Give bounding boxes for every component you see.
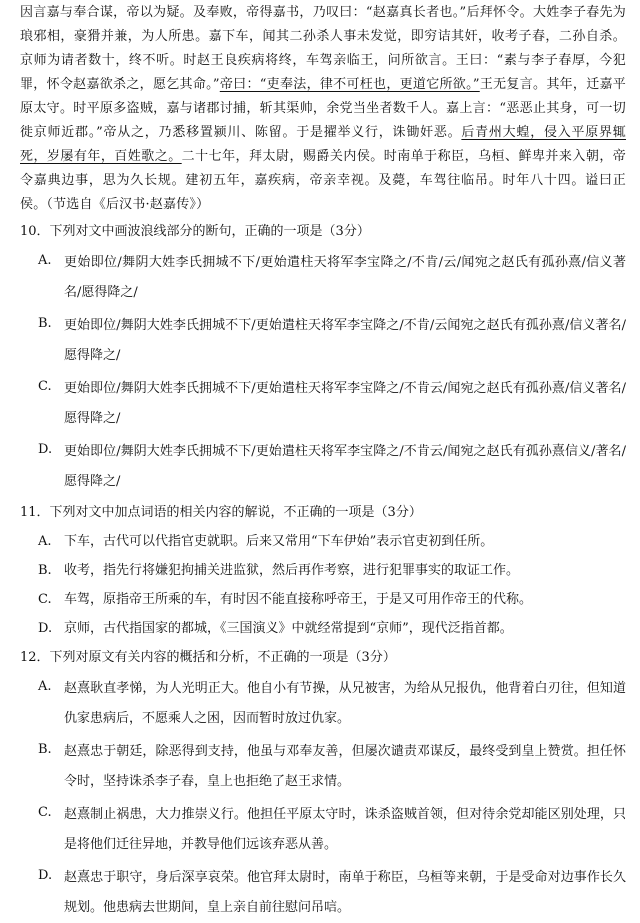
option-text: 收考，指先行将嫌犯拘捕关进监狱，然后再作考察，进行犯罪事实的取证工作。: [64, 563, 520, 578]
option-a: [20, 248, 626, 308]
option-label: A.: [38, 679, 52, 694]
question-stem: 10．下列对文中画波浪线部分的断句，正确的一项是（3分）: [20, 224, 370, 239]
option-text: 更始即位/舞阴大姓李氏拥城不下/更始遣柱天将军李宝降之/不肯云/闻宛之赵氏有孤孙熹/信义著名/愿得降之/: [64, 381, 626, 426]
option-d: [20, 437, 626, 497]
option-label: C.: [38, 379, 52, 394]
option-b: [20, 558, 626, 584]
question-10: [20, 219, 626, 497]
option-a: [20, 529, 626, 555]
option-b: [20, 737, 626, 797]
option-text: 赵熹耿直孝悌，为人光明正大。他自小有节操，从兄被害，为给从兄报仇，他背着白刃往，但知道仇家患病后，不愿乘人之困，因而暂时放过仇家。: [64, 681, 626, 726]
option-c: [20, 800, 626, 860]
question-stem: 12．下列对原文有关内容的概括和分析，不正确的一项是（3分）: [20, 650, 396, 665]
option-label: B.: [38, 742, 52, 757]
option-text: 更始即位/舞阴大姓李氏拥城不下/更始遣柱天将军李宝降之/不肯/云闻宛之赵氏有孤孙熹/信义著名/愿得降之/: [64, 318, 626, 363]
option-text: 下车，古代可以代指官吏就职。后来又常用“下车伊始”表示官吏初到任所。: [64, 534, 494, 549]
option-label: A.: [38, 534, 52, 549]
option-label: D.: [38, 442, 53, 457]
option-d: [20, 863, 626, 923]
option-c: [20, 374, 626, 434]
option-b: [20, 311, 626, 371]
option-text: 赵熹制止祸患，大力推崇义行。他担任平原太守时，诛杀盗贼首领，但对待余党却能区别处理，只是将他们迁往异地，并教导他们远该弃恶从善。: [64, 807, 626, 852]
option-text: 京师，古代指国家的都城，《三国演义》中就经常提到“京师”，现代泛指首都。: [64, 621, 513, 636]
option-label: C.: [38, 592, 52, 607]
option-d: [20, 616, 626, 642]
question-11: [20, 500, 626, 642]
passage-segment-1: 因言嘉与奉合谋，帝以为疑。及奉败，帝得嘉书，乃叹曰：“赵嘉真长者也。”后拜怀令。大姓李子春先为琅邪相，豪猾并兼，为人所患。嘉下车，闻其二孙杀人事未发觉，即穷诘其奸，收考子春，二孙自杀。京师为请者数十，终不听。时赵王良疾病将终，车驾亲临王，问所欲言。王曰：“素与李子春厚，今犯罪，怀令赵嘉欲杀之，愿乞其命。”: [20, 5, 626, 92]
passage-text: [20, 1, 626, 217]
option-text: 更始即位/舞阴大姓李氏拥城不下/更始遣柱天将军李宝降之/不肯/云/闻宛之赵氏有孤孙熹/信义著名/愿得降之/: [64, 255, 626, 300]
passage: [20, 0, 626, 217]
option-label: B.: [38, 316, 52, 331]
option-text: 更始即位/舞阴大姓李氏拥城不下/更始遣柱天将军李宝降之/不肯云/闻宛之赵氏有孤孙熹信义/著名/愿得降之/: [64, 444, 626, 489]
option-label: D.: [38, 621, 53, 636]
passage-segment-3: 王无复言。其年，迁嘉平原太守。时平原多盗贼，嘉与诸郡讨捕，斩其渠帅，余党当坐者数千人。嘉上言：“恶恶止其身，可一切徙京师近郡。”帝从之，乃悉移置颍川、陈留。于是擢举义行，诛锄奸恶。: [20, 77, 626, 140]
passage-segment-5: 二十七年，拜太尉，赐爵关内侯。时南单于称臣，乌桓、鲜卑并来入朝，帝令嘉典边事，思为久长规。建初五年，嘉疾病，帝亲幸视。及薨，车驾往临吊。时年八十四。谥曰正侯。（节选自《后汉书·赵嘉传》）: [20, 149, 626, 212]
option-a: [20, 674, 626, 734]
passage-underlined-sentence-2: 后青州大蝗，侵入平原界辄死，岁屡有年，百姓歌之。: [20, 125, 627, 164]
option-label: C.: [38, 805, 52, 820]
option-c: [20, 587, 626, 613]
option-text: 车驾，原指帝王所乘的车，有时因不能直接称呼帝王，于是又可用作帝王的代称。: [64, 592, 533, 607]
option-label: D.: [38, 868, 53, 883]
question-stem: 11．下列对文中加点词语的相关内容的解说，不正确的一项是（3分）: [20, 505, 422, 520]
option-text: 赵熹忠于职守，身后深享哀荣。他官拜太尉时，南单于称臣，乌桓等来朝，于是受命对边事作长久规划。他患病去世期间，皇上亲自前往慰问吊唁。: [64, 870, 626, 915]
option-label: A.: [38, 253, 52, 268]
passage-underlined-sentence-1: 帝曰：“吏奉法，律不可枉也，更道它所欲。”: [219, 77, 480, 92]
option-label: B.: [38, 563, 52, 578]
option-text: 赵熹忠于朝廷，除恶得到支持，他虽与邓奉友善，但屡次谴责邓谋反，最终受到皇上赞赏。担任怀令时，坚持诛杀李子春，皇上也拒绝了赵王求情。: [64, 744, 626, 789]
question-12: [20, 645, 626, 923]
